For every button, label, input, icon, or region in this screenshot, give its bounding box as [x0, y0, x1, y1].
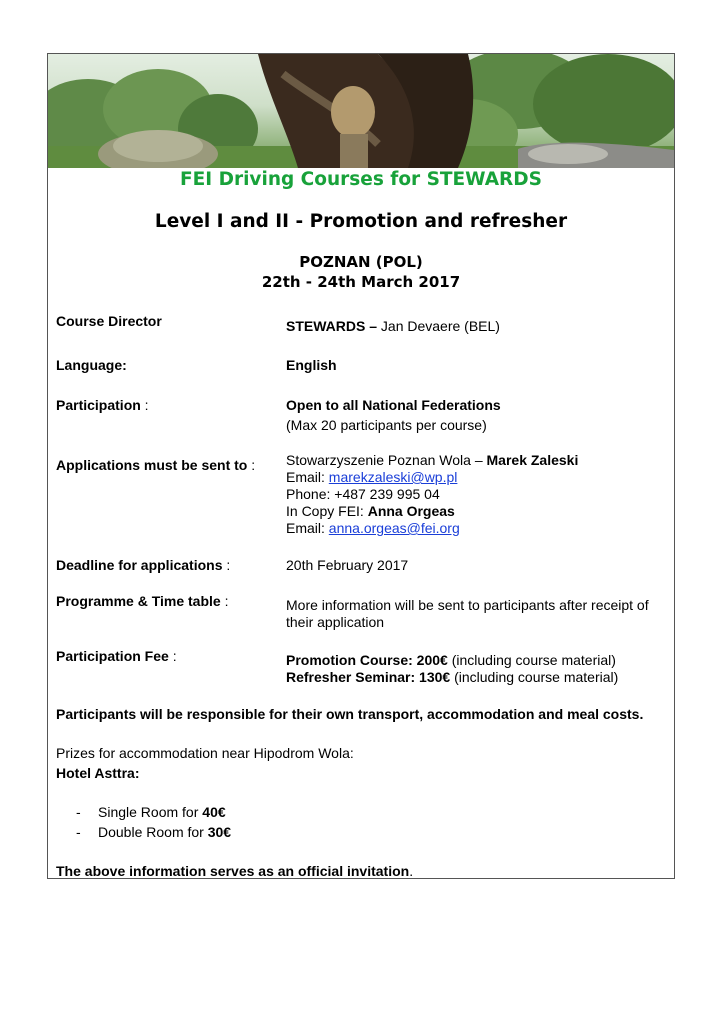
fee-label-text: Participation Fee [56, 648, 169, 664]
dates: 22th - 24th March 2017 [261, 273, 461, 291]
participation-label [56, 397, 149, 413]
email1-label: Email: [286, 469, 329, 485]
email2-label: Email: [286, 520, 329, 536]
deadline-label-text: Deadline for applications [56, 557, 223, 573]
participation-label-colon: : [140, 397, 149, 413]
deadline-label-colon: : [222, 557, 231, 573]
copy-label: In Copy FEI: [286, 503, 368, 519]
room-double-dash: - [76, 824, 81, 840]
copy-name: Anna Orgeas [367, 503, 455, 519]
email2-link[interactable]: anna.orgeas@fei.org [328, 520, 460, 536]
applications-email1 [286, 469, 671, 486]
fee-refresher [286, 669, 671, 686]
closing-period: . [409, 863, 414, 879]
applications-label-colon: : [247, 457, 256, 473]
course-subtitle: Level I and II - Promotion and refresher [154, 211, 568, 232]
room-single-text: Single Room for [98, 804, 203, 820]
applications-phone: Phone: +487 239 995 04 [286, 486, 440, 502]
closing-text: The above information serves as an official invitation [56, 863, 410, 879]
deadline-value: 20th February 2017 [286, 557, 409, 573]
room-double-price: 30€ [207, 824, 232, 840]
deadline-label [56, 557, 230, 573]
participation-open: Open to all National Federations [286, 397, 501, 413]
room-double-text: Double Room for [98, 824, 208, 840]
fee-refresher-price: Refresher Seminar: 130€ [286, 669, 451, 685]
responsibility-note: Participants will be responsible for their own transport, accommodation and meal costs. [56, 706, 644, 722]
programme-value: More information will be sent to participants after receipt of their application [286, 597, 649, 630]
participation-value [286, 397, 671, 434]
location-dates [48, 252, 674, 292]
hotel-name: Hotel Asttra: [56, 765, 140, 781]
fee-refresher-note: (including course material) [450, 669, 619, 685]
applications-label-text: Applications must be sent to [56, 457, 248, 473]
org-contact: Marek Zaleski [486, 452, 579, 468]
programme-label-colon: : [220, 593, 229, 609]
room-single-dash: - [76, 804, 81, 820]
language-label: Language: [56, 357, 127, 373]
driving-scene-image [48, 54, 674, 168]
fee-promotion-price: Promotion Course: 200€ [286, 652, 448, 668]
location: POZNAN (POL) [299, 253, 423, 271]
participation-max: (Max 20 participants per course) [286, 417, 487, 433]
course-director-value [286, 318, 671, 335]
email1-link[interactable]: marekzaleski@wp.pl [328, 469, 458, 485]
programme-label-text: Programme & Time table [56, 593, 221, 609]
applications-label [56, 457, 255, 473]
invitation-frame [47, 53, 675, 879]
applications-copy [286, 503, 671, 520]
closing-note [56, 863, 671, 880]
programme-label [56, 593, 228, 609]
applications-org [286, 452, 671, 469]
language-value: English [286, 357, 337, 373]
room-single-price: 40€ [202, 804, 226, 820]
fee-label-colon: : [168, 648, 177, 664]
room-double [76, 824, 231, 840]
accommodation-intro: Prizes for accommodation near Hipodrom Wola: [56, 745, 354, 761]
course-director-name: Jan Devaere (BEL) [377, 318, 500, 334]
room-single [76, 804, 226, 820]
course-title: FEI Driving Courses for STEWARDS [180, 169, 542, 190]
fee-value [286, 652, 671, 686]
fee-label [56, 648, 177, 664]
applications-value [286, 452, 671, 537]
org-name: Stowarzyszenie Poznan Wola – [286, 452, 487, 468]
fee-promotion-note: (including course material) [447, 652, 616, 668]
participation-label-text: Participation [56, 397, 141, 413]
header-photo-banner [48, 54, 674, 168]
course-director-label: Course Director [56, 313, 162, 329]
course-director-role: STEWARDS – [286, 318, 378, 334]
fee-promotion [286, 652, 671, 669]
applications-email2 [286, 520, 671, 537]
